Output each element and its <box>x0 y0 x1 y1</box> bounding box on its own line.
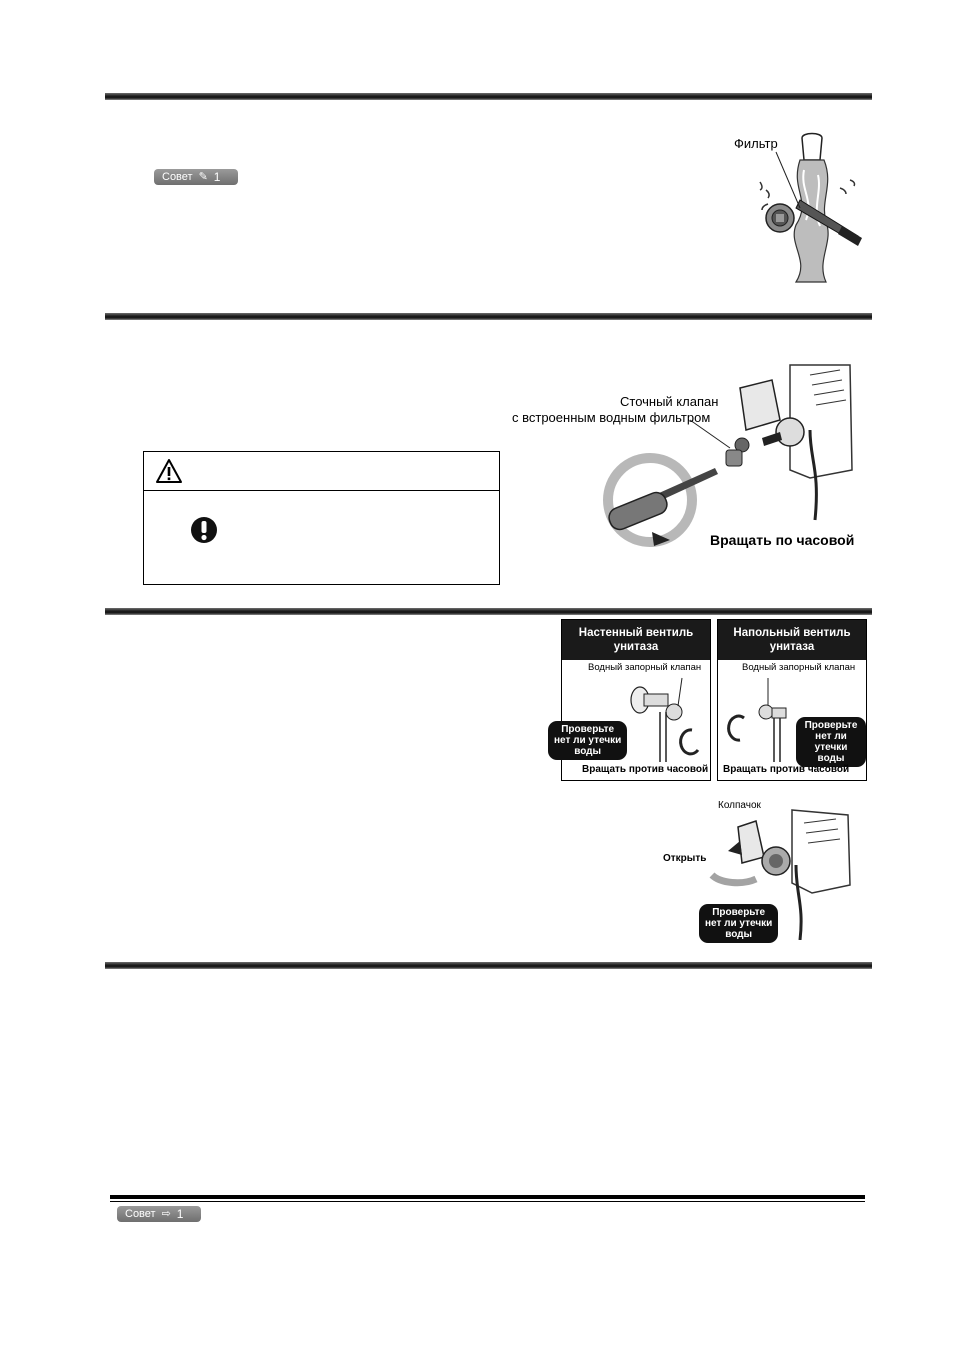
open-label: Открыть <box>663 853 707 864</box>
leak-check-bubble: Проверьте нет ли утечки воды <box>796 717 866 767</box>
footer-divider <box>110 1195 865 1199</box>
section-divider <box>105 313 872 320</box>
filter-wash-illustration <box>730 130 870 285</box>
floor-valve-panel <box>717 619 867 781</box>
tip-label: Совет <box>162 171 193 183</box>
wall-valve-title: Настенный вентиль унитаза <box>562 620 710 660</box>
caution-header <box>144 452 499 491</box>
section-divider <box>105 93 872 100</box>
shutoff-valve-label: Водный запорный клапан <box>588 662 702 673</box>
arrow-right-icon: ⇨ <box>161 1208 171 1220</box>
leak-check-bubble: Проверьте нет ли утечки воды <box>548 721 627 760</box>
tip-badge[interactable] <box>154 169 238 185</box>
mandatory-action-icon <box>190 515 218 545</box>
cap-label: Колпачок <box>718 800 761 811</box>
tip-number: 1 <box>176 1207 184 1221</box>
shutoff-valve-label: Водный запорный клапан <box>742 662 856 673</box>
leak-check-bubble: Проверьте нет ли утечки воды <box>699 904 778 943</box>
rotate-counterclockwise-label: Вращать против часовой <box>723 764 850 775</box>
wall-valve-panel <box>554 619 711 781</box>
tip-badge[interactable] <box>117 1206 201 1222</box>
section-divider <box>105 608 872 615</box>
rotate-counterclockwise-label: Вращать против часовой <box>582 764 709 775</box>
floor-valve-title: Напольный вентиль унитаза <box>718 620 866 660</box>
filter-label: Фильтр <box>734 136 778 151</box>
drain-valve-label: Сточный клапан <box>620 394 719 409</box>
footer-divider-thin <box>110 1201 865 1202</box>
warning-triangle-icon <box>155 458 183 484</box>
drain-valve-sublabel: с встроенным водным фильтром <box>512 410 711 425</box>
pencil-icon: ✎ <box>198 171 208 183</box>
tip-label: Совет <box>125 1208 156 1220</box>
section-divider <box>105 962 872 969</box>
caution-box <box>143 451 500 585</box>
tip-number: 1 <box>213 170 221 184</box>
drain-valve-illustration <box>510 360 872 555</box>
rotate-clockwise-label: Вращать по часовой <box>710 532 855 548</box>
